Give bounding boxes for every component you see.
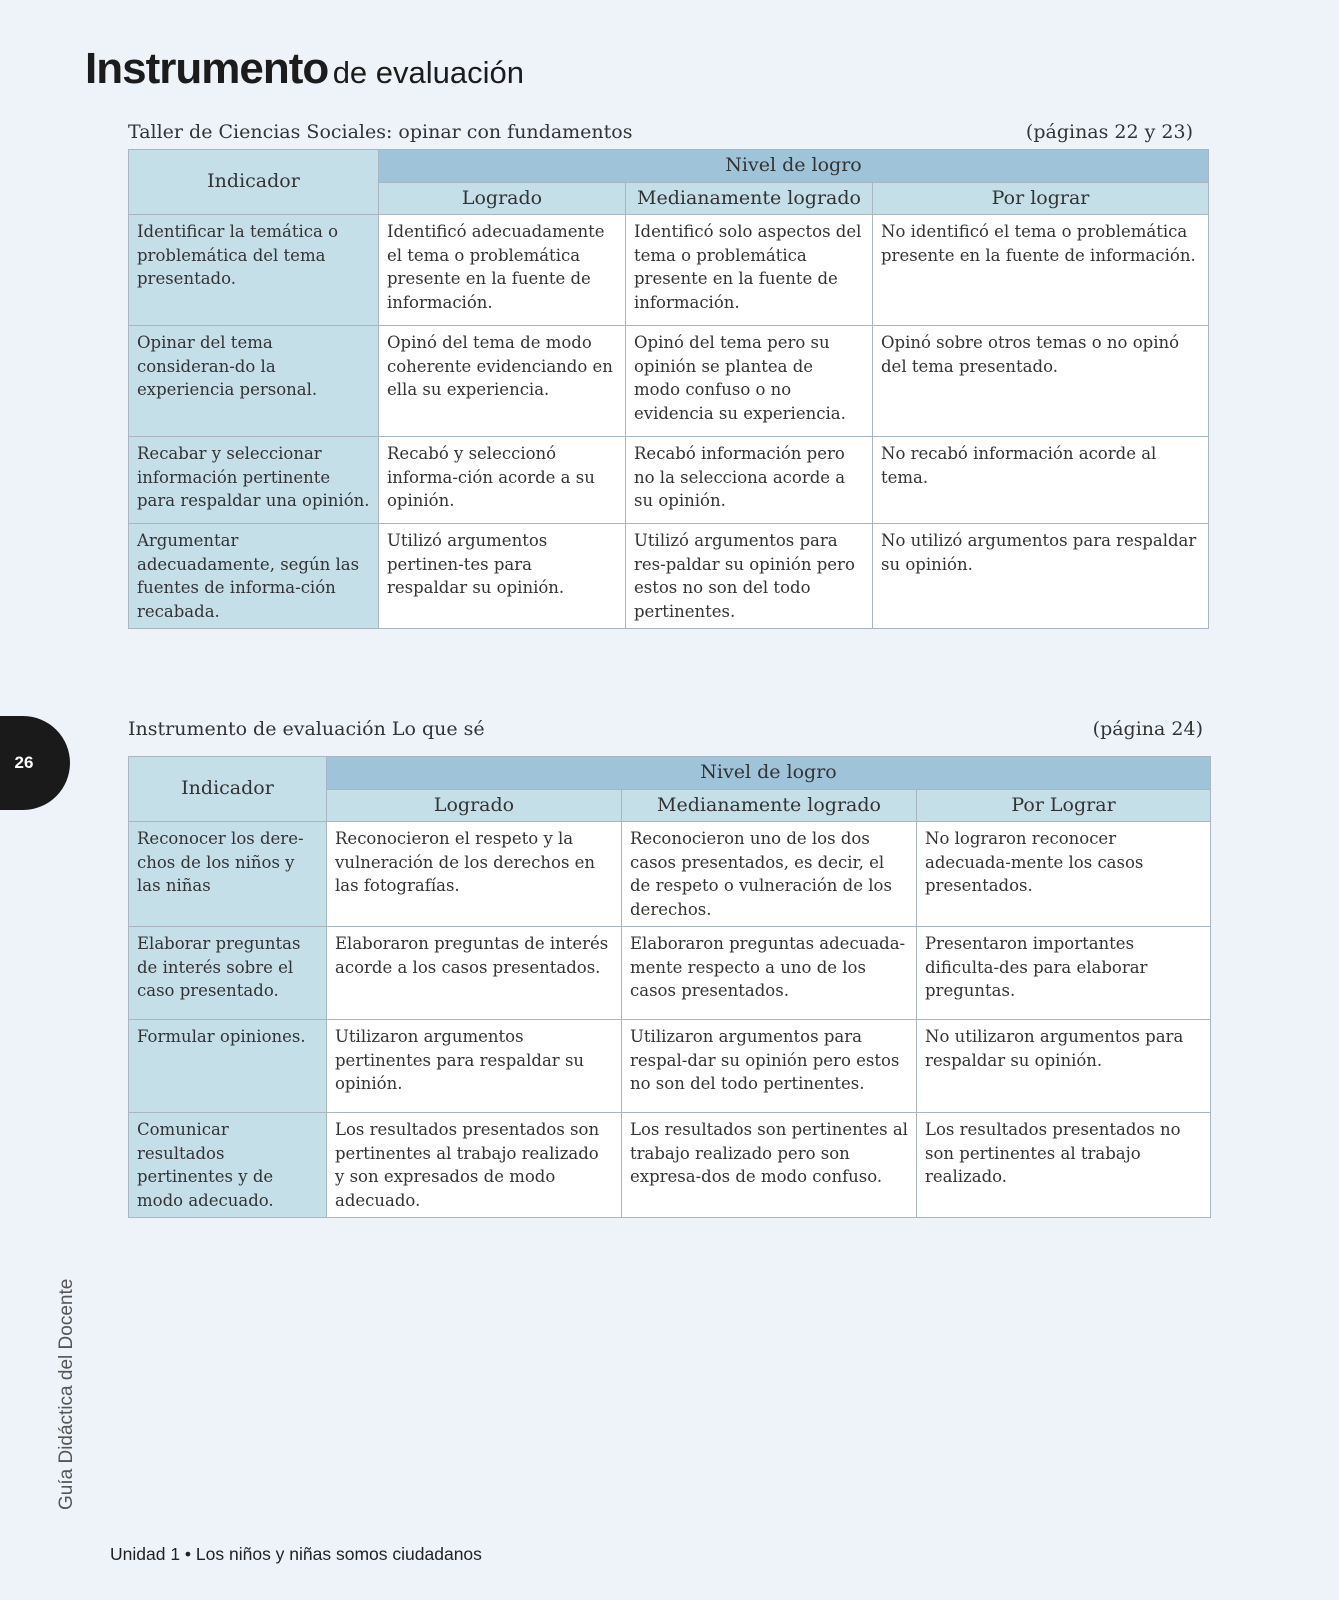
table1-cell: Opinó del tema pero su opinión se plantea de modo confuso o no evidencia su experiencia.	[626, 326, 873, 437]
table1-header-logrado: Logrado	[379, 183, 626, 215]
table2-header-level: Nivel de logro	[327, 757, 1211, 790]
table1-pages: (páginas 22 y 23)	[1025, 121, 1193, 143]
side-label: Guía Didáctica del Docente	[56, 1278, 77, 1510]
table1-cell: Recabó y seleccionó informa-ción acorde a su opinión.	[379, 437, 626, 524]
footer-unit-label: Unidad 1 • Los niños y niñas somos ciudadanos	[110, 1544, 482, 1564]
table2-header-por-lograr: Por Lograr	[917, 790, 1211, 822]
table2-indicator-cell: Formular opiniones.	[129, 1020, 327, 1113]
table2-cell: Presentaron importantes dificulta-des para elaborar preguntas.	[917, 927, 1211, 1020]
table2-cell: Los resultados presentados son pertinentes al trabajo realizado y son expresados de modo adecuado.	[327, 1113, 622, 1218]
table-row	[129, 927, 1211, 1020]
table2-header-medianamente: Medianamente logrado	[622, 790, 917, 822]
table2-cell: Reconocieron el respeto y la vulneración de los derechos en las fotografías.	[327, 822, 622, 927]
table2-cell: Los resultados son pertinentes al trabajo realizado pero son expresa-dos de modo confuso.	[622, 1113, 917, 1218]
table-row	[129, 524, 1209, 629]
table1-caption: Taller de Ciencias Sociales: opinar con fundamentos	[128, 121, 633, 143]
table1-cell: No recabó información acorde al tema.	[873, 437, 1209, 524]
table1-rubric	[128, 149, 1209, 629]
table-row	[129, 437, 1209, 524]
table2-pages: (página 24)	[1092, 718, 1203, 740]
page-number-tab	[0, 716, 70, 810]
table2-caption: Instrumento de evaluación Lo que sé	[128, 718, 485, 740]
table2-header-indicator: Indicador	[129, 757, 327, 822]
table1-header-medianamente: Medianamente logrado	[626, 183, 873, 215]
table2-cell: Utilizaron argumentos para respal-dar su opinión pero estos no son del todo pertinentes.	[622, 1020, 917, 1113]
table-row	[129, 1113, 1211, 1218]
table1-indicator-cell: Argumentar adecuadamente, según las fuentes de informa-ción recabada.	[129, 524, 379, 629]
table1-cell: Opinó sobre otros temas o no opinó del tema presentado.	[873, 326, 1209, 437]
table2-rubric	[128, 756, 1211, 1218]
table2-cell: No lograron reconocer adecuada-mente los casos presentados.	[917, 822, 1211, 927]
table2-header-logrado: Logrado	[327, 790, 622, 822]
title-bold: Instrumento	[85, 44, 329, 93]
table1-header-indicator: Indicador	[129, 150, 379, 215]
table1-cell: No identificó el tema o problemática presente en la fuente de información.	[873, 215, 1209, 326]
table-row	[129, 1020, 1211, 1113]
table1-cell: Recabó información pero no la selecciona acorde a su opinión.	[626, 437, 873, 524]
table2-indicator-cell: Elaborar preguntas de interés sobre el caso presentado.	[129, 927, 327, 1020]
table2-cell: Utilizaron argumentos pertinentes para respaldar su opinión.	[327, 1020, 622, 1113]
page-title	[85, 44, 524, 94]
table1-indicator-cell: Opinar del tema consideran-do la experiencia personal.	[129, 326, 379, 437]
table1-caption-row	[128, 121, 1193, 143]
table1-indicator-cell: Recabar y seleccionar información pertinente para respaldar una opinión.	[129, 437, 379, 524]
table1-cell: Identificó adecuadamente el tema o problemática presente en la fuente de información.	[379, 215, 626, 326]
table2-cell: Reconocieron uno de los dos casos presentados, es decir, el de respeto o vulneración de los derechos.	[622, 822, 917, 927]
table2-cell: Elaboraron preguntas adecuada-mente respecto a uno de los casos presentados.	[622, 927, 917, 1020]
title-rest: de evaluación	[332, 55, 525, 90]
table-row	[129, 822, 1211, 927]
table1-cell: No utilizó argumentos para respaldar su opinión.	[873, 524, 1209, 629]
table1-cell: Utilizó argumentos para res-paldar su opinión pero estos no son del todo pertinentes.	[626, 524, 873, 629]
table-row	[129, 326, 1209, 437]
table2-caption-row	[128, 718, 1203, 740]
table1-indicator-cell: Identificar la temática o problemática del tema presentado.	[129, 215, 379, 326]
table1-header-level: Nivel de logro	[379, 150, 1209, 183]
table1-cell: Identificó solo aspectos del tema o problemática presente en la fuente de información.	[626, 215, 873, 326]
table2-cell: Los resultados presentados no son pertinentes al trabajo realizado.	[917, 1113, 1211, 1218]
table1-cell: Opinó del tema de modo coherente evidenciando en ella su experiencia.	[379, 326, 626, 437]
table1-cell: Utilizó argumentos pertinen-tes para respaldar su opinión.	[379, 524, 626, 629]
table1-header-por-lograr: Por lograr	[873, 183, 1209, 215]
table2-cell: Elaboraron preguntas de interés acorde a los casos presentados.	[327, 927, 622, 1020]
page-number: 26	[14, 753, 34, 772]
table-row	[129, 215, 1209, 326]
table2-indicator-cell: Reconocer los dere-chos de los niños y las niñas	[129, 822, 327, 927]
table2-cell: No utilizaron argumentos para respaldar su opinión.	[917, 1020, 1211, 1113]
table2-indicator-cell: Comunicar resultados pertinentes y de modo adecuado.	[129, 1113, 327, 1218]
